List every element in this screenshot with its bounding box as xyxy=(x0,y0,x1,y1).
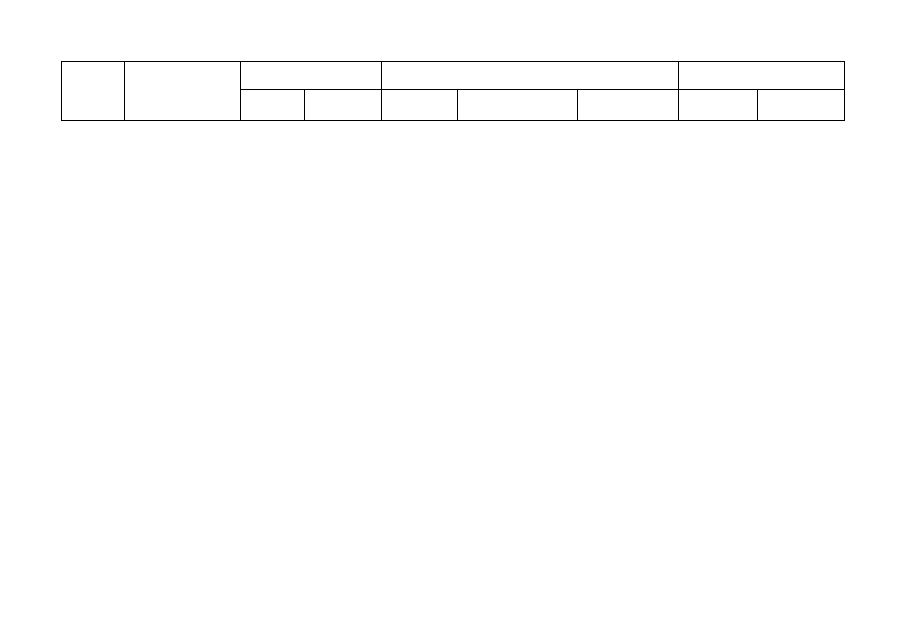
header-total-volume xyxy=(241,90,305,121)
header-transferred-group xyxy=(679,62,845,90)
harvest-table xyxy=(61,61,845,121)
header-total-group xyxy=(241,62,382,90)
header-softwood xyxy=(578,90,679,121)
header-conifer xyxy=(382,90,458,121)
header-permanent xyxy=(758,90,845,121)
header-farms-group xyxy=(382,62,679,90)
table-header xyxy=(62,62,845,121)
header-hardwood xyxy=(458,90,578,121)
header-num xyxy=(62,62,125,121)
header-business-wood xyxy=(305,90,382,121)
header-lease xyxy=(679,90,758,121)
header-name xyxy=(125,62,241,121)
